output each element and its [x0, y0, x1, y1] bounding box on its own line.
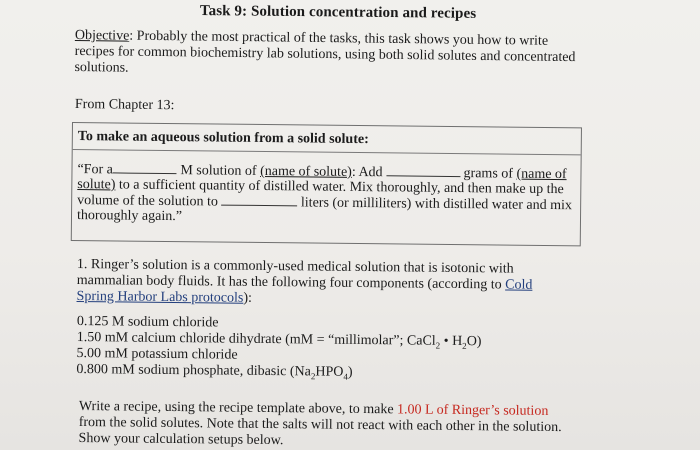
objective-text: : Probably the most practical of the tasks, this task shows you how to write recipes for common biochemistry lab solutions, using both solid solutes and concentrated solutions. [74, 28, 576, 76]
volume-blank [221, 194, 297, 207]
solute-name-placeholder: (name of solute) [260, 163, 352, 180]
recipe-template-text [77, 161, 578, 228]
component-text: O) [466, 334, 482, 350]
component-text: ) [347, 364, 353, 380]
objective-paragraph [74, 28, 585, 82]
template-text: “For a [77, 162, 113, 178]
highlighted-target: 1.00 L of Ringer’s solution [397, 402, 549, 419]
recipe-box-heading: To make an aqueous solution from a solid solute: [77, 129, 369, 148]
subscript: 2 [310, 371, 316, 382]
template-text: liters (or milliliters) with distilled water and mix thoroughly again.” [76, 195, 573, 225]
subscript: 4 [343, 371, 348, 382]
component-text: HPO [315, 364, 344, 380]
chapter-reference: From Chapter 13: [74, 97, 175, 114]
molarity-blank [113, 161, 177, 174]
component-text: 0.800 mM sodium phosphate, dibasic (Na [76, 361, 311, 380]
solute-name-placeholder-2: (name of [516, 166, 567, 183]
component-text: • H [440, 333, 463, 350]
component-potassium-chloride: 5.00 mM potassium chloride [76, 345, 238, 363]
template-text: grams of [463, 166, 514, 182]
template-text: M solution of [180, 163, 257, 179]
subscript: 2 [435, 340, 441, 351]
template-text: : Add [351, 164, 383, 181]
question-1 [76, 257, 566, 310]
question-1-tail: ): [243, 290, 253, 306]
subscript: 2 [462, 340, 467, 351]
question-1-text: 1. Ringer’s solution is a commonly-used medical solution that is isotonic with mammalian body fluids. It has the following four components (according to [76, 257, 514, 293]
template-text: to a sufficient quantity of distilled water. Mix thoroughly, and then make up the volume of the solution to [77, 177, 564, 210]
page-title: Task 9: Solution concentration and recipes [199, 3, 477, 22]
instruction-text: from the solid solutes. Note that the salts will not react with each other in the solution. Show your calculation setups below. [78, 414, 562, 449]
component-sodium-chloride: 0.125 M sodium chloride [76, 314, 219, 331]
component-sodium-phosphate [76, 362, 481, 382]
grams-blank [386, 164, 460, 177]
solute-name-placeholder-2b: solute) [77, 177, 116, 193]
component-text: 1.50 mM calcium chloride dihydrate (mM = “millimolar”; CaCl [76, 329, 436, 349]
instruction-paragraph [78, 399, 578, 450]
recipe-template-box [71, 122, 582, 246]
components-list [76, 314, 481, 382]
recipe-box-header [73, 123, 581, 155]
objective-label: Objective [74, 28, 130, 44]
instruction-text: Write a recipe, using the recipe template above, to make [78, 399, 394, 418]
cold-spring-harbor-link[interactable]: Cold Spring Harbor Labs protocols [76, 277, 533, 306]
